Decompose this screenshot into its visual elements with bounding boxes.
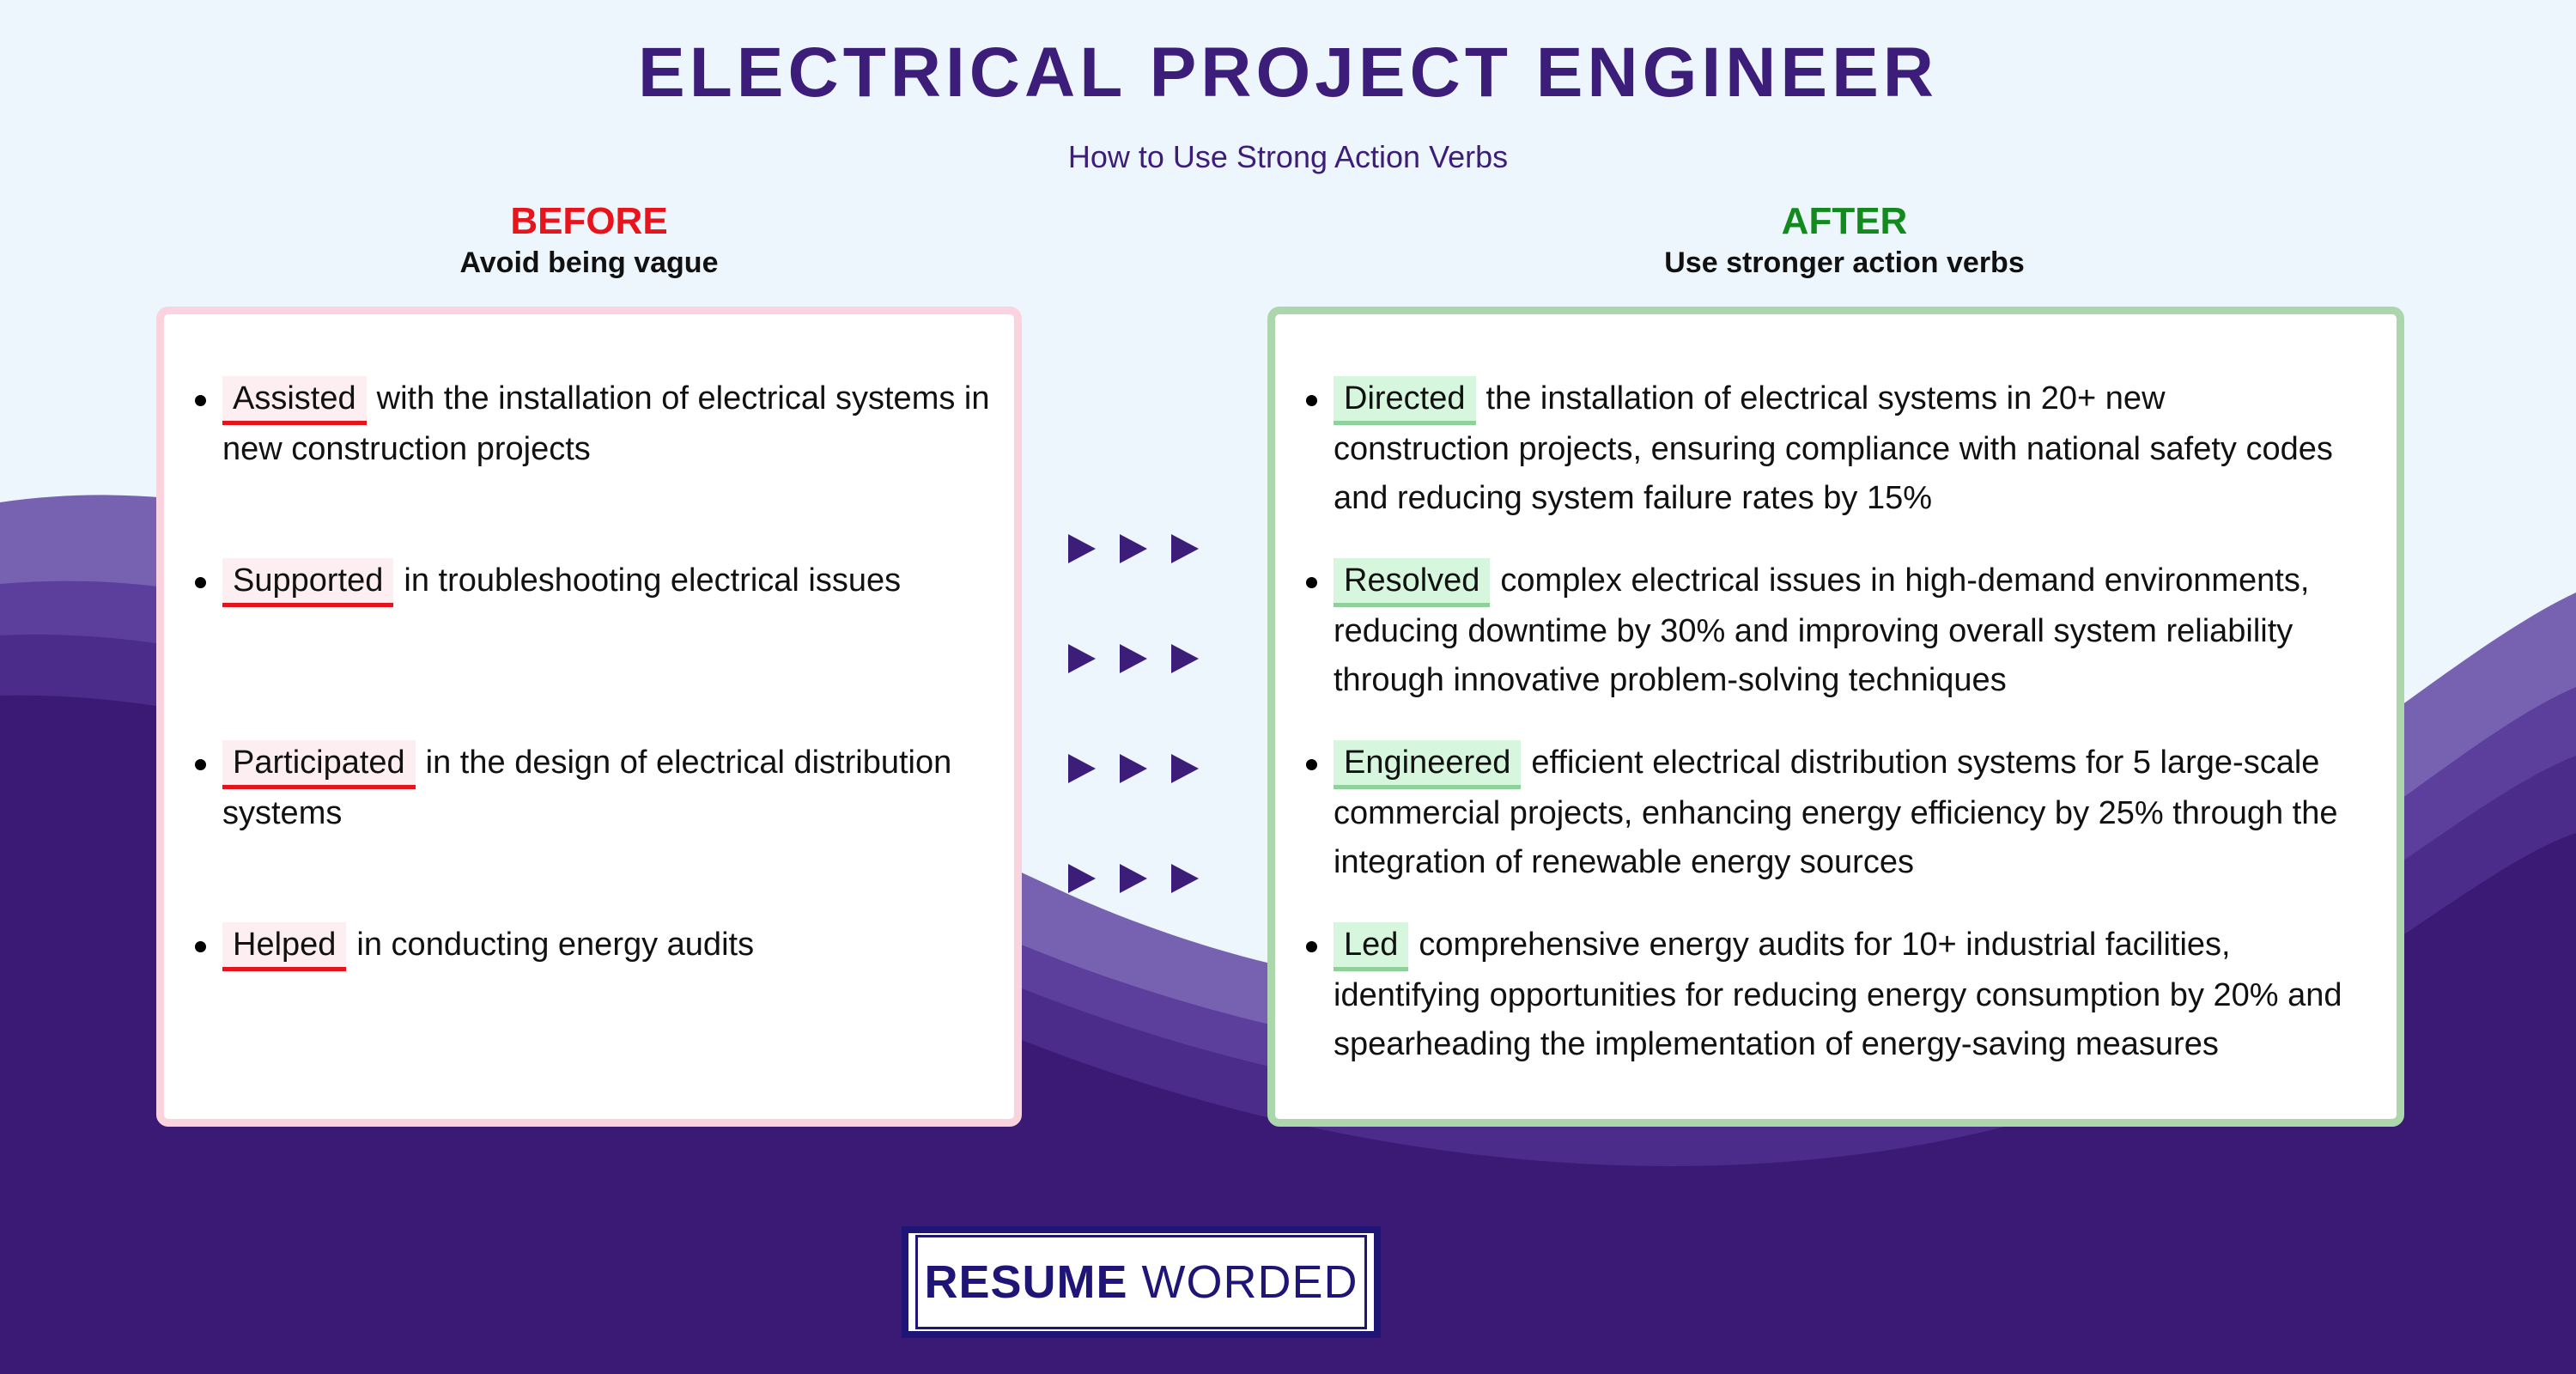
after-heading bbox=[1415, 199, 2274, 282]
after-item-text bbox=[1334, 374, 2345, 523]
before-card bbox=[156, 307, 1022, 1127]
after-item-text bbox=[1334, 556, 2345, 705]
arrow-row bbox=[1056, 852, 1228, 903]
triangle-right-icon bbox=[1171, 754, 1199, 783]
strong-verb: Led bbox=[1334, 922, 1408, 971]
triangle-right-icon bbox=[1120, 754, 1147, 783]
bullet-dot-icon bbox=[1306, 759, 1317, 770]
after-label: AFTER bbox=[1781, 200, 1908, 242]
logo-word-bold: RESUME bbox=[924, 1256, 1128, 1308]
triangle-right-icon bbox=[1171, 534, 1199, 563]
before-sublabel: Avoid being vague bbox=[459, 246, 719, 279]
triangle-right-icon bbox=[1120, 534, 1147, 563]
after-card bbox=[1267, 307, 2404, 1127]
arrow-row bbox=[1056, 632, 1228, 684]
before-item-rest: in conducting energy audits bbox=[356, 927, 755, 963]
bullet-dot-icon bbox=[1306, 395, 1317, 406]
bullet-dot-icon bbox=[195, 759, 206, 770]
logo-inner-frame bbox=[915, 1235, 1367, 1329]
logo-word-regular: WORDED bbox=[1141, 1256, 1358, 1308]
arrow-row bbox=[1056, 742, 1228, 793]
page-title: ELECTRICAL PROJECT ENGINEER bbox=[638, 33, 1938, 112]
bullet-dot-icon bbox=[195, 577, 206, 588]
arrow-row bbox=[1056, 522, 1228, 574]
before-item-text bbox=[222, 921, 1002, 971]
bullet-dot-icon bbox=[195, 395, 206, 406]
before-heading bbox=[160, 199, 1018, 282]
after-sublabel: Use stronger action verbs bbox=[1664, 246, 2025, 279]
after-item-rest: complex electrical issues in high-demand environments, reducing downtime by 30% and improving overall system reliability through innovative problem-solving techniques bbox=[1334, 562, 2310, 698]
strong-verb: Resolved bbox=[1334, 558, 1490, 607]
triangle-right-icon bbox=[1068, 754, 1096, 783]
triangle-right-icon bbox=[1068, 864, 1096, 893]
before-item-rest: in troubleshooting electrical issues bbox=[404, 562, 902, 599]
page-subtitle: How to Use Strong Action Verbs bbox=[1067, 139, 1509, 174]
before-item-text bbox=[222, 739, 1002, 838]
weak-verb: Supported bbox=[222, 558, 393, 607]
triangle-right-icon bbox=[1171, 644, 1199, 673]
triangle-right-icon bbox=[1068, 534, 1096, 563]
weak-verb: Assisted bbox=[222, 376, 367, 425]
before-item-text bbox=[222, 556, 1002, 607]
after-item-text bbox=[1334, 739, 2345, 887]
weak-verb: Helped bbox=[222, 922, 346, 971]
resume-worded-logo bbox=[902, 1226, 1381, 1338]
after-item-rest: comprehensive energy audits for 10+ industrial facilities, identifying opportunities for reducing energy consumption by 20% and spearheading the implementation of energy-saving measures bbox=[1334, 927, 2342, 1062]
after-item-rest: the installation of electrical systems in 20+ new construction projects, ensuring compliance with national safety codes and reducing system failure rates by 15% bbox=[1334, 380, 2333, 516]
triangle-right-icon bbox=[1171, 864, 1199, 893]
before-item-rest: with the installation of electrical systems in new construction projects bbox=[222, 380, 990, 467]
strong-verb: Engineered bbox=[1334, 740, 1521, 789]
after-item-rest: efficient electrical distribution systems for 5 large-scale commercial projects, enhancing energy efficiency by 25% through the integration of renewable energy sources bbox=[1334, 745, 2338, 880]
before-item-rest: in the design of electrical distribution systems bbox=[222, 745, 952, 831]
triangle-right-icon bbox=[1120, 644, 1147, 673]
triangle-right-icon bbox=[1120, 864, 1147, 893]
bullet-dot-icon bbox=[1306, 941, 1317, 952]
before-item-text bbox=[222, 374, 1002, 474]
triangle-right-icon bbox=[1068, 644, 1096, 673]
bullet-dot-icon bbox=[195, 941, 206, 952]
bullet-dot-icon bbox=[1306, 577, 1317, 588]
weak-verb: Participated bbox=[222, 740, 416, 789]
after-item-text bbox=[1334, 921, 2345, 1069]
strong-verb: Directed bbox=[1334, 376, 1476, 425]
before-label: BEFORE bbox=[510, 200, 668, 242]
